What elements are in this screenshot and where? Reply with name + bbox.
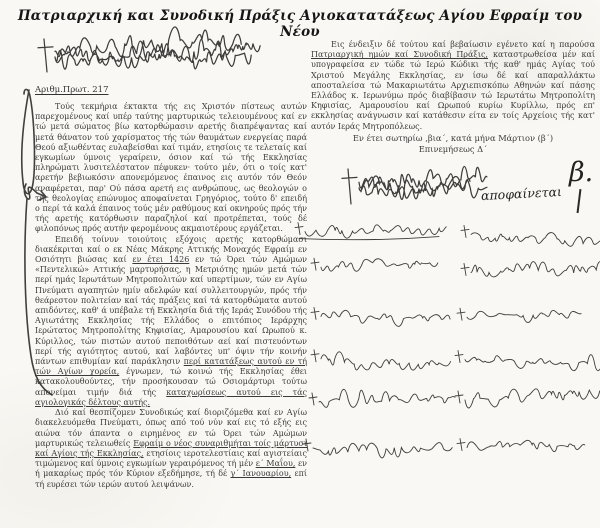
indiction-line: Επινεμήσεως Δ΄ xyxy=(418,143,488,154)
signature-row6-left xyxy=(303,430,451,460)
signature-row1-right xyxy=(461,220,599,244)
patriarch-initial: β. xyxy=(569,156,594,188)
signature-row4-right xyxy=(455,344,600,370)
signature-row1-left xyxy=(295,216,447,242)
protocol-number: Αριθμ.Πρωτ. 217 xyxy=(35,85,109,95)
paragraph: Διό καί θεσπίζομεν Συνοδικώς καί διοριζόμεθα καί εν Αγίω διακελευόμεθα Πνεύματι, όπως από τού νύν καί εις τό εξής εις αιώνα τόν άπαντα ο ειρημένος εν τώ Όρει τών Αμώμων μαρτυρικώς τελειωθείς Εφραίμ ο νέος συναριθμήται τοίς μάρτυσι καί Αγίοις τής Εκκλησίας, ετησίοις ιεροτελεστίαις καί αγιστείαις τιμώμενος καί ύμνοις εγκωμίων γεραιρόμενος τή μέν ε΄ Μαΐου, εν ή μακαρίως πρός τόν Κύριον εξεδήμησε, τή δέ γ΄ Ιανουαρίου, επί τή ευρέσει τών ιερών αυτού λειψάνων. xyxy=(35,408,308,489)
patriarchal-calligraphic-heading xyxy=(37,34,259,80)
paragraph: Επειδή τοίνυν τοιούτοις εξόχοις αρετής κατορθώμασι διακέκριται καί ο εκ Νέας Μάκρης Αττικής Μοναχός Εφραίμ εν Οσιότητι βιώσας καί εν έτει 1426 εν τώ Όρει τών Αμώμων «Πεντελικώ» Αττικής μαρτυρήσας, η Μετριότης ημών μετά τών περί ημάς Ιερωτάτων Μητροπολιτών καί υπερτίμων, τών εν Αγίω Πνεύματι αγαπητών ημίν αδελφών καί συλλειτουργών, πρός τήν θεάρεστον πολιτείαν καί τάς πράξεις καί τά κατορθώματα αυτού απιδόντες, καθ' ά υπέβαλε τή Εκκλησία διά τής Ιεράς Συνόδου τής Αγιωτάτης Εκκλησίας τής Ελλάδος ο επιτόπιος Ιεράρχης Ιερώτατος Μητροπολίτης Κηφισίας, Αμαρουσίου καί Ωρωπού κ. Κύριλλος, τών πιστών αυτού πεποιθότων αεί καί πιστευόντων περί τής αγιότητος αυτού, καί λαβόντες υπ' όψιν τήν κοινήν πάντων επιθυμίαν καί παράκλησιν περί κατατάξεως αυτού εν τή τών Αγίων χορεία, έγνωμεν, τώ κοινώ τής Εκκλησίας έθει κατακολουθούντες, τήν προσήκουσαν τώ Οσιομάρτυρι τούτω απονείμαι τιμήν διά τής καταχωρίσεως αυτού εις τάς αγιολογικάς δέλτους αυτής. xyxy=(35,234,307,407)
page-title: Πατριαρχική και Συνοδική Πράξις Αγιοκατατάξεως Αγίου Εφραίμ του Νέου xyxy=(17,8,583,40)
signature-row2-left xyxy=(311,254,441,276)
signature-row5-right xyxy=(455,382,600,412)
signature-row3-right xyxy=(457,304,577,326)
signature-row5-left xyxy=(309,384,454,414)
left-column xyxy=(35,34,307,490)
signature-row3-left xyxy=(311,302,449,326)
paragraph: Εις ένδειξιν δέ τούτου καί βεβαίωσιν εγένετο καί η παρούσα Πατριαρχική ημών καί Συνοδική Πράξις, καταστρωθείσα μέν καί υπογραφείσα εν τώδε τώ Ιερώ Κώδικι τής καθ' ημάς Αγίας τού Χριστού Μεγάλης Εκκλησίας, εν ίσω δέ καί απαραλλάκτω αποσταλείσα τώ Μακαριωτάτω Αρχιεπισκόπω Αθηνών καί πάσης Ελλάδος κ. Ιερωνύμω πρός διαβίβασιν τώ Ιερωτάτω Μητροπολίτη Κηφισίας, Αμαρουσίου καί Ωρωπού κυρίω Κυρίλλω, πρός επ' εκκλησίας ανάγνωσιν καί κατάθεσιν είτα εν τοίς Αρχείοις τής κατ' αυτόν Ιεράς Μητροπόλεως. xyxy=(311,40,595,131)
signature-row4-left xyxy=(311,342,451,370)
patriarch-signature-word: αποφαίνεται xyxy=(480,183,563,203)
patriarch-monogram xyxy=(341,164,489,212)
paragraph: Τούς τεκμήρια έκτακτα τής εις Χριστόν πίστεως αυτών παρεχομένους καί υπέρ ταύτης μαρτυρικώς τελειουμένους καί εν τώ μετά σώματος βίω κατορθώμασιν αρετής διαπρέψαντας καί μετά θάνατον τού χαρίσματος τής τών θαυμάτων ενεργείας παρά Θεού αξιωθέντας ευλαβείσθαι καί τιμάν, ετησίοις τε τελεταίς καί εγκωμίων ύμνοις γεραίρειν, όσιον καί τώ τής Εκκλησίας πληρώματι λυσιτελέστατον πέφυκεν· τούτο μέν, ότι ο τοίς κατ' αρετήν βεβιωκόσιν απονεμόμενος έπαινος εις αυτόν τόν Θεόν αναφέρεται, παρ' Ού πάσα αρετή εις ανθρώπους, ως θεολογών ο τής θεολογίας επώνυμος αποφαίνεται Γρηγόριος, τούτο δ' επειδή ο περί τά καλά έπαινος τούς μέν ραθύμους καί οκνηρούς πρός τήν τής αρετής κατόρθωσιν παραζηλοί καί προτρέπεται, τούς δέ φιλοπόνως πρός αυτήν φερομένους ακμαιοτέρους εργάζεται. xyxy=(35,102,307,234)
signature-row6-right xyxy=(457,432,581,458)
right-column-text xyxy=(311,40,595,132)
left-column-text xyxy=(35,102,307,490)
right-column xyxy=(311,40,595,470)
date-line: Εν έτει σωτηρίω ‚βια΄, κατά μήνα Μάρτιον (β΄) xyxy=(352,132,554,143)
signature-row2-right xyxy=(461,252,600,286)
signature-block xyxy=(311,156,595,470)
